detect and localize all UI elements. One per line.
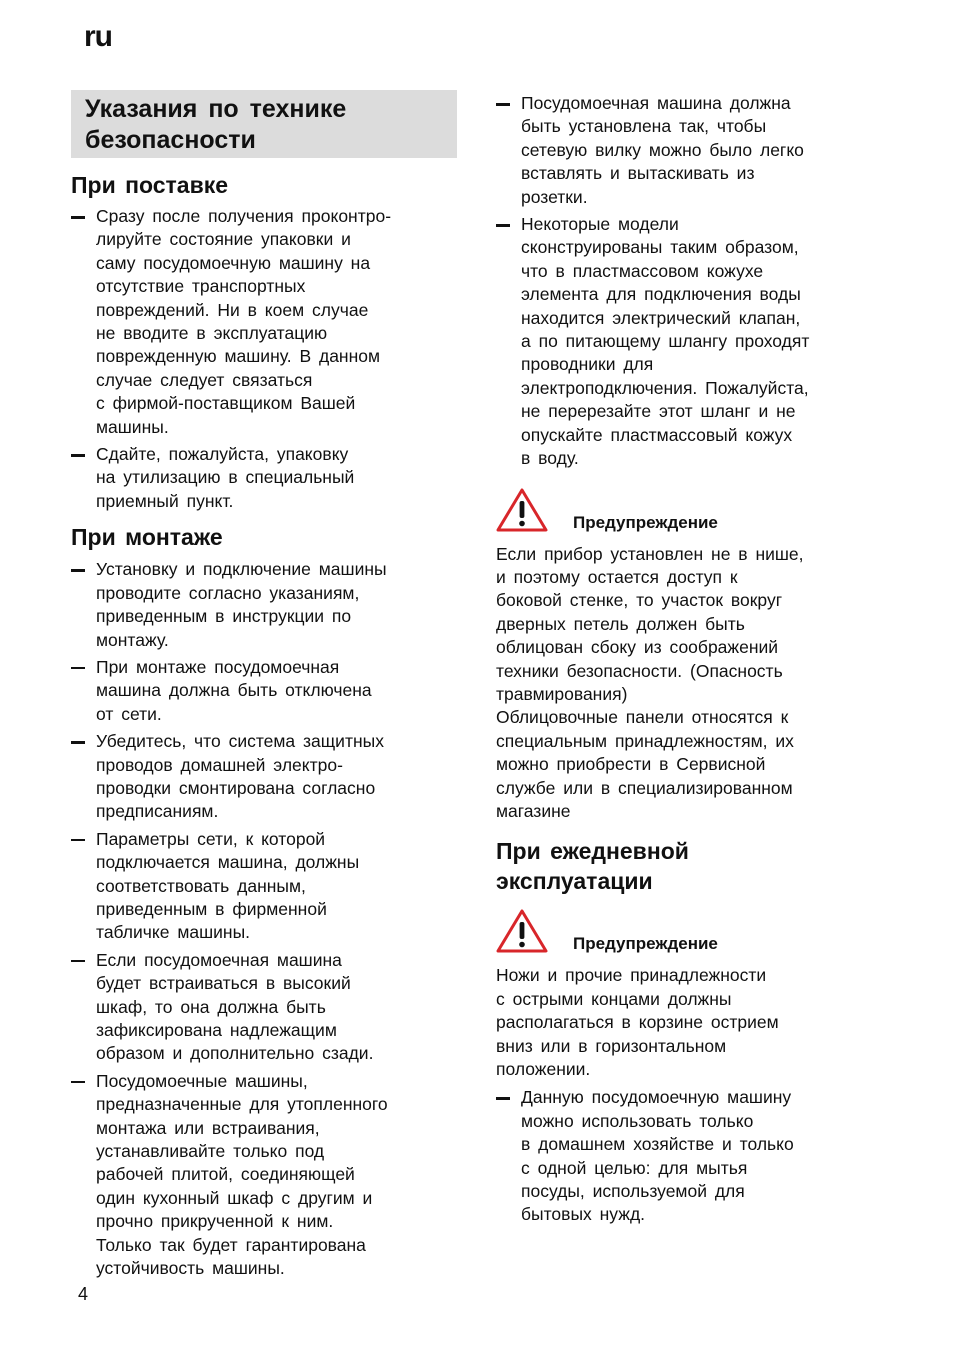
text-line: розетки. bbox=[521, 186, 588, 207]
text-line: в домашнем хозяйстве и только bbox=[521, 1134, 794, 1155]
bullet-item bbox=[71, 656, 471, 726]
warning-triangle-icon bbox=[496, 487, 548, 533]
text-line: предписаниям. bbox=[96, 801, 219, 822]
text-line: прочно прикрученной к ним. bbox=[96, 1211, 334, 1232]
text-line: проводники для bbox=[521, 354, 654, 375]
text-line: подключается машина, должны bbox=[96, 852, 360, 873]
text-line: вставлять и вытаскивать из bbox=[521, 163, 755, 184]
section-title bbox=[85, 94, 346, 156]
text-line: будет встраиваться в высокий bbox=[96, 973, 351, 994]
text-line: Данную посудомоечную машину bbox=[521, 1087, 792, 1108]
text-line: Параметры сети, к которой bbox=[96, 828, 326, 849]
text-line: можно использовать только bbox=[521, 1110, 754, 1131]
text-line: располагаться в корзине острием bbox=[496, 1012, 779, 1033]
text-line: монтажа или встраивания, bbox=[96, 1117, 320, 1138]
text-line: боковой стенке, то участок вокруг bbox=[496, 590, 783, 611]
bullet-item bbox=[71, 949, 471, 1066]
section-title-line: безопасности bbox=[85, 126, 256, 154]
language-code: ru bbox=[84, 20, 112, 53]
warning-label: Предупреждение bbox=[573, 934, 718, 954]
text-line: с острыми концами должны bbox=[496, 988, 732, 1009]
text-line: приведенным в инструкции по bbox=[96, 606, 352, 627]
text-line: Некоторые модели bbox=[521, 214, 679, 235]
installation-heading: При монтаже bbox=[71, 524, 223, 551]
text-line: Ножи и прочие принадлежности bbox=[496, 965, 767, 986]
text-line: отсутствие транспортных bbox=[96, 276, 306, 297]
bullet-item bbox=[71, 205, 471, 439]
bullet-item bbox=[71, 443, 471, 513]
text-line: шкаф, то она должна быть bbox=[96, 996, 326, 1017]
delivery-list bbox=[71, 205, 471, 513]
text-line: бытовых нужд. bbox=[521, 1204, 646, 1225]
text-line: устойчивость машины. bbox=[96, 1258, 285, 1279]
text-line: с одной целью: для мытья bbox=[521, 1157, 748, 1178]
bullet-item bbox=[71, 828, 471, 945]
text-line: с фирмой-поставщиком Вашей bbox=[96, 393, 356, 414]
text-line: устанавливайте только под bbox=[96, 1141, 325, 1162]
bullet-item bbox=[71, 730, 471, 824]
warning-text-2 bbox=[496, 964, 876, 1081]
text-line: травмирования) bbox=[496, 683, 628, 704]
bullet-item bbox=[71, 558, 471, 652]
installation-list bbox=[71, 558, 471, 1280]
text-line: опускайте пластмассовый кожух bbox=[521, 424, 793, 445]
delivery-heading: При поставке bbox=[71, 172, 229, 198]
text-line: можно приобрести в Сервисной bbox=[496, 754, 766, 775]
text-line: поврежденную машину. В данном bbox=[96, 346, 381, 367]
text-line: на утилизацию в специальный bbox=[96, 467, 355, 488]
right-column bbox=[496, 92, 876, 1227]
section-title-box bbox=[71, 90, 457, 158]
text-line: находится электрический клапан, bbox=[521, 307, 801, 328]
bullet-item bbox=[496, 92, 876, 209]
text-line: не вводите в эксплуатацию bbox=[96, 323, 328, 344]
text-line: предназначенные для утопленного bbox=[96, 1094, 388, 1115]
warning-block-2 bbox=[496, 908, 876, 964]
text-line: машины. bbox=[96, 416, 169, 437]
text-line: Если прибор установлен не в нише, bbox=[496, 543, 804, 564]
text-line: приведенным в фирменной bbox=[96, 898, 327, 919]
text-line: а по питающему шлангу проходят bbox=[521, 331, 810, 352]
warning-block-1 bbox=[496, 487, 876, 543]
text-line: что в пластмассовом кожухе bbox=[521, 260, 764, 281]
text-line: сетевую вилку можно было легко bbox=[521, 139, 804, 160]
text-line: монтажу. bbox=[96, 629, 169, 650]
text-line: проводов домашней электро- bbox=[96, 754, 343, 775]
warning-text-1 bbox=[496, 543, 876, 824]
warning-triangle-icon bbox=[496, 908, 548, 954]
bullet-item bbox=[496, 1086, 876, 1226]
text-line: При монтаже посудомоечная bbox=[96, 656, 340, 677]
text-line: проводите согласно указаниям, bbox=[96, 582, 360, 603]
text-line: от сети. bbox=[96, 703, 162, 724]
text-line: зафиксирована надлежащим bbox=[96, 1020, 337, 1040]
daily-heading-line: эксплуатации bbox=[496, 868, 653, 895]
text-line: сконструированы таким образом, bbox=[521, 237, 799, 258]
daily-heading bbox=[496, 836, 876, 896]
bullet-item bbox=[71, 1070, 471, 1281]
section-title-line: Указания по технике bbox=[85, 95, 347, 123]
text-line: машина должна быть отключена bbox=[96, 680, 372, 701]
text-line: дверных петель должен быть bbox=[496, 613, 745, 634]
daily-use-list bbox=[496, 1086, 876, 1226]
text-line: случае следует связаться bbox=[96, 369, 313, 390]
text-line: повреждений. Ни в коем случае bbox=[96, 299, 369, 320]
text-line: саму посудомоечную машину на bbox=[96, 252, 371, 273]
text-line: элемента для подключения воды bbox=[521, 284, 801, 305]
text-line: техники безопасности. (Опасность bbox=[496, 660, 783, 681]
text-line: облицован сбоку из соображений bbox=[496, 637, 779, 658]
text-line: Убедитесь, что система защитных bbox=[96, 731, 384, 752]
text-line: специальным принадлежностям, их bbox=[496, 730, 794, 751]
page-number: 4 bbox=[78, 1284, 89, 1304]
text-line: посуды, используемой для bbox=[521, 1181, 745, 1202]
text-line: магазине bbox=[496, 800, 571, 821]
text-line: Облицовочные панели относятся к bbox=[496, 707, 789, 728]
text-line: Посудомоечные машины, bbox=[96, 1070, 308, 1091]
text-line: соответствовать данным, bbox=[96, 875, 306, 896]
text-line: Только так будет гарантирована bbox=[96, 1234, 366, 1255]
text-line: Сдайте, пожалуйста, упаковку bbox=[96, 444, 349, 465]
text-line: проводки смонтирована согласно bbox=[96, 777, 376, 798]
warning-label: Предупреждение bbox=[573, 512, 718, 532]
bullet-item bbox=[496, 213, 876, 470]
daily-heading-line: При ежедневной bbox=[496, 838, 689, 865]
text-line: приемный пункт. bbox=[96, 490, 234, 511]
text-line: не перерезайте этот шланг и не bbox=[521, 401, 796, 422]
text-line: в воду. bbox=[521, 448, 579, 469]
text-line: Посудомоечная машина должна bbox=[521, 93, 791, 113]
text-line: электроподключения. Пожалуйста, bbox=[521, 377, 809, 398]
text-line: Сразу после получения проконтро- bbox=[96, 206, 392, 226]
text-line: лируйте состояние упаковки и bbox=[96, 229, 351, 250]
text-line: Если посудомоечная машина bbox=[96, 949, 342, 970]
text-line: Установку и подключение машины bbox=[96, 559, 387, 580]
text-line: образом и дополнительно сзади. bbox=[96, 1043, 374, 1064]
connection-list bbox=[496, 92, 876, 471]
text-line: и поэтому остается доступ к bbox=[496, 566, 738, 587]
left-column bbox=[71, 170, 471, 1280]
text-line: один кухонный шкаф с другим и bbox=[96, 1187, 373, 1208]
text-line: вниз или в горизонтальном bbox=[496, 1035, 727, 1056]
text-line: положении. bbox=[496, 1059, 591, 1079]
text-line: рабочей плитой, соединяющей bbox=[96, 1164, 355, 1185]
text-line: службе или в специализированном bbox=[496, 777, 793, 798]
text-line: быть установлена так, чтобы bbox=[521, 116, 767, 137]
text-line: табличке машины. bbox=[96, 922, 251, 943]
